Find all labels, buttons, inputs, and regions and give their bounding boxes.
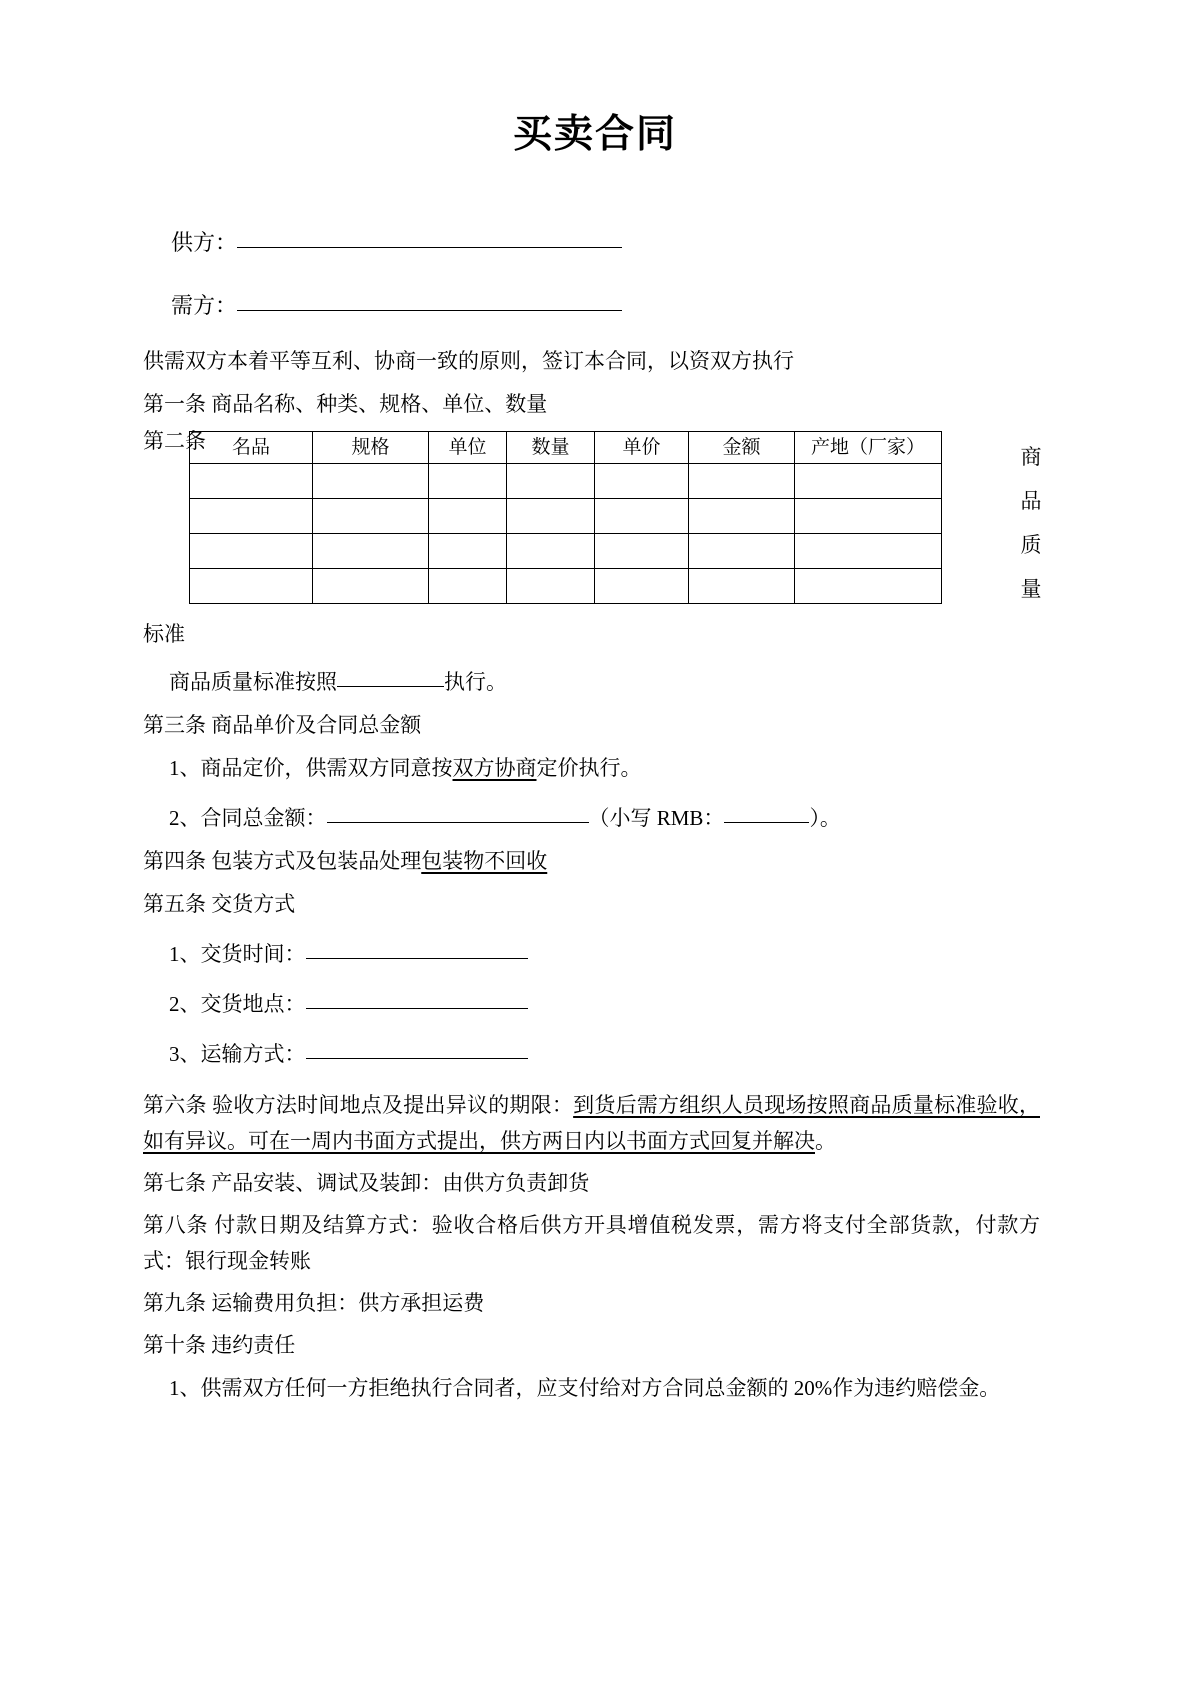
table-cell[interactable] — [507, 533, 595, 568]
table-header-spec: 规格 — [313, 431, 429, 463]
clause-5-item-2 — [169, 987, 1040, 1015]
clause-4 — [143, 848, 1040, 873]
clause-2-wrap-tail: 标准 — [143, 621, 185, 646]
buyer-line — [171, 288, 1040, 317]
wrap-char-2: 品 — [1020, 488, 1042, 513]
clause-2-wrapped-text — [1014, 444, 1048, 623]
total-amount-blank[interactable] — [327, 801, 589, 823]
clause-2-standard-line — [169, 665, 1040, 693]
clause-5-item-1 — [169, 937, 1040, 965]
total-prefix: 2、合同总金额： — [169, 805, 327, 830]
table-cell[interactable] — [429, 568, 507, 603]
preamble-paragraph: 供需双方本着平等互利、协商一致的原则，签订本合同，以资双方执行 — [143, 348, 794, 373]
table-row — [190, 498, 942, 533]
clause-3-item-1 — [169, 755, 1040, 780]
buyer-blank[interactable] — [237, 288, 622, 311]
total-suffix: ）。 — [809, 805, 841, 830]
table-cell[interactable] — [795, 568, 942, 603]
packaging-prefix: 第四条 包装方式及包装品处理 — [143, 848, 422, 873]
table-cell[interactable] — [190, 568, 313, 603]
standard-prefix: 商品质量标准按照 — [169, 669, 337, 694]
table-cell[interactable] — [507, 568, 595, 603]
table-cell[interactable] — [689, 463, 795, 498]
clause-5: 第五条 交货方式 — [143, 891, 296, 916]
table-header-unit-price: 单价 — [595, 431, 689, 463]
clause-7: 第七条 产品安装、调试及装卸：由供方负责卸货 — [143, 1171, 590, 1196]
pricing-suffix: 定价执行。 — [536, 755, 642, 780]
pricing-prefix: 1、商品定价，供需双方同意按 — [169, 755, 453, 780]
table-cell[interactable] — [313, 568, 429, 603]
parties-block — [143, 225, 1040, 317]
table-cell[interactable] — [689, 533, 795, 568]
table-cell[interactable] — [190, 463, 313, 498]
wrap-char-1: 商 — [1020, 444, 1042, 469]
table-cell[interactable] — [507, 463, 595, 498]
clause-6 — [143, 1087, 1040, 1159]
table-cell[interactable] — [795, 498, 942, 533]
table-header-unit: 单位 — [429, 431, 507, 463]
clause-2-block — [143, 428, 1042, 604]
clause-9: 第九条 运输费用负担：供方承担运费 — [143, 1291, 485, 1316]
table-header-quantity: 数量 — [507, 431, 595, 463]
table-header-origin: 产地（厂家） — [795, 431, 942, 463]
total-rmb-blank[interactable] — [724, 801, 809, 823]
delivery-time-blank[interactable] — [306, 937, 528, 959]
table-cell[interactable] — [429, 533, 507, 568]
table-cell[interactable] — [313, 463, 429, 498]
clause-3-item-2 — [169, 801, 1040, 829]
table-row — [190, 463, 942, 498]
clause-10: 第十条 违约责任 — [143, 1333, 296, 1358]
supplier-blank[interactable] — [237, 225, 622, 248]
clause-5-item-3 — [169, 1037, 1040, 1065]
transport-mode-blank[interactable] — [306, 1037, 528, 1059]
inspection-suffix: 。 — [815, 1128, 836, 1153]
table-cell[interactable] — [429, 498, 507, 533]
table-cell[interactable] — [595, 498, 689, 533]
table-cell[interactable] — [507, 498, 595, 533]
clause-2-label: 第二条 — [143, 428, 206, 453]
clause-8: 第八条 付款日期及结算方式：验收合格后供方开具增值税发票，需方将支付全部货款，付款方式：银行现金转账 — [143, 1213, 1040, 1274]
table-cell[interactable] — [429, 463, 507, 498]
table-cell[interactable] — [595, 463, 689, 498]
table-cell[interactable] — [689, 568, 795, 603]
table-header-amount: 金额 — [689, 431, 795, 463]
table-cell[interactable] — [313, 498, 429, 533]
goods-table — [189, 431, 942, 604]
supplier-label: 供方： — [171, 229, 238, 255]
clause-10-item-1: 1、供需双方任何一方拒绝执行合同者，应支付给对方合同总金额的 20%作为违约赔偿金。 — [169, 1375, 1001, 1400]
delivery-time-label: 1、交货时间： — [169, 941, 306, 966]
buyer-label: 需方： — [171, 292, 238, 318]
table-cell[interactable] — [595, 533, 689, 568]
table-cell[interactable] — [595, 568, 689, 603]
clause-1: 第一条 商品名称、种类、规格、单位、数量 — [143, 391, 548, 416]
table-cell[interactable] — [190, 533, 313, 568]
document-body — [0, 225, 1190, 1406]
wrap-char-4: 量 — [1020, 576, 1042, 601]
standard-suffix: 执行。 — [444, 669, 507, 694]
table-cell[interactable] — [313, 533, 429, 568]
packaging-fill[interactable]: 包装物不回收 — [421, 848, 548, 873]
total-mid: （小写 RMB： — [588, 805, 725, 830]
page-title: 买卖合同 — [512, 113, 677, 156]
table-row — [190, 568, 942, 603]
pricing-fill[interactable]: 双方协商 — [452, 755, 537, 780]
clause-3: 第三条 商品单价及合同总金额 — [143, 712, 422, 737]
inspection-fill[interactable]: 到货后需方组织人员现场按照商品质量标准验收，如有异议。可在一周内书面方式提出，供方两日内以书面方式回复并解决 — [143, 1092, 1040, 1153]
wrap-char-3: 质 — [1020, 532, 1042, 557]
delivery-place-blank[interactable] — [306, 987, 528, 1009]
table-header-name: 名品 — [190, 431, 313, 463]
table-cell[interactable] — [795, 463, 942, 498]
transport-mode-label: 3、运输方式： — [169, 1041, 306, 1066]
table-cell[interactable] — [795, 533, 942, 568]
table-row — [190, 533, 942, 568]
table-header-row — [190, 431, 942, 463]
standard-blank[interactable] — [337, 665, 444, 687]
table-cell[interactable] — [689, 498, 795, 533]
table-cell[interactable] — [190, 498, 313, 533]
inspection-prefix: 第六条 验收方法时间地点及提出异议的期限： — [143, 1092, 574, 1117]
supplier-line — [171, 225, 1040, 254]
delivery-place-label: 2、交货地点： — [169, 991, 306, 1016]
